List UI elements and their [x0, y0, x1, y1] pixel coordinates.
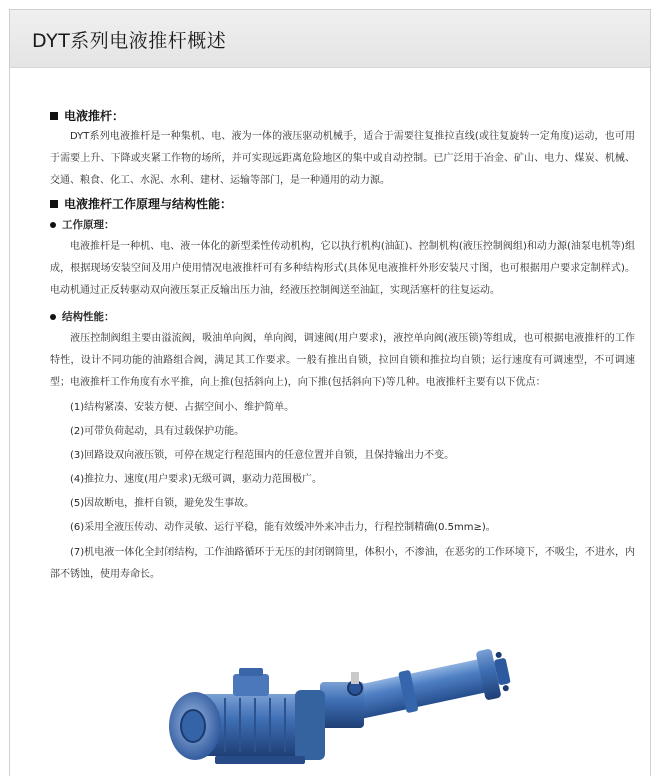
square-bullet-icon	[50, 112, 58, 120]
round-bullet-icon	[50, 222, 56, 228]
square-bullet-icon	[50, 200, 58, 208]
page-header	[10, 10, 650, 68]
section-heading-text: 电液推杆工作原理与结构性能：	[64, 197, 233, 211]
advantage-item: (6)采用全液压传动、动作灵敏、运行平稳，能有效缓冲外来冲击力，行程控制精确(0.5mm≥)。	[70, 522, 496, 533]
subheading-text: 工作原理：	[62, 219, 115, 231]
structure-paragraph: 液压控制阀组主要由溢流阀，吸油单向阀，单向阀，调速阀(用户要求)，液控单向阀(液压锁)等组成，也可根据电液推杆的工作特性，设计不同功能的油路组合阀，满足其工作要求。一般有推出自锁，拉回自锁和推拉均自锁；运行速度有可调速型，不可调速型；电液推杆工作角度有水平推，向上推(包括斜向上)，向下推(包括斜向下)等几种。电液推杆主要有以下优点：	[50, 333, 635, 388]
advantage-item: (4)推拉力、速度(用户要求)无级可调，驱动力范围极广。	[70, 474, 322, 485]
advantage-item: (3)回路设双向液压锁，可停在规定行程范围内的任意位置并自锁，且保持输出力不变。	[70, 450, 455, 461]
round-bullet-icon	[50, 314, 56, 320]
subheading-text: 结构性能：	[62, 311, 115, 323]
section-heading-push-rod	[50, 106, 635, 126]
subheading-principle	[50, 214, 635, 236]
page-title: DYT系列电液推杆概述	[32, 30, 227, 52]
section-heading-text: 电液推杆：	[64, 109, 125, 123]
section-heading-principle-structure	[50, 194, 635, 214]
advantage-item: (5)因故断电，推杆自锁，避免发生事故。	[70, 498, 255, 509]
intro-paragraph: DYT系列电液推杆是一种集机、电、液为一体的液压驱动机械手，适合于需要往复推拉直线(或往复旋转一定角度)运动，也可用于需要上升、下降或夹紧工作物的场所，并可实现远距离危险地区的集中或自动控制。已广泛用于冶金、矿山、电力、煤炭、机械、交通、粮食、化工、水泥、水利、建材、运输等部门，是一种通用的动力源。	[50, 131, 635, 186]
subheading-structure	[50, 306, 635, 328]
principle-paragraph: 电液推杆是一种机、电、液一体化的新型柔性传动机构，它以执行机构(油缸)、控制机构(液压控制阀组)和动力源(油泵电机等)组成，根据现场安装空间及用户使用情况电液推杆可有多种结构形式(具体见电液推杆外形安装尺寸图，也可根据用户要求定制样式)。电动机通过正反转驱动双向液压泵正反输出压力油，经液压控制阀送至油缸，实现活塞杆的往复运动。	[50, 241, 635, 296]
advantage-item: (1)结构紧凑、安装方便、占据空间小、维护简单。	[70, 402, 295, 413]
advantages-list	[50, 396, 635, 586]
article-content	[50, 106, 635, 586]
push-rod-product-image	[155, 620, 525, 776]
advantage-item: (7)机电液一体化全封闭结构，工作油路循环于无压的封闭钢筒里，体积小，不渗油，在恶劣的工作环境下，不吸尘，不进水，内部不锈蚀，使用寿命长。	[50, 547, 635, 580]
advantage-item: (2)可带负荷起动，具有过载保护功能。	[70, 426, 245, 437]
